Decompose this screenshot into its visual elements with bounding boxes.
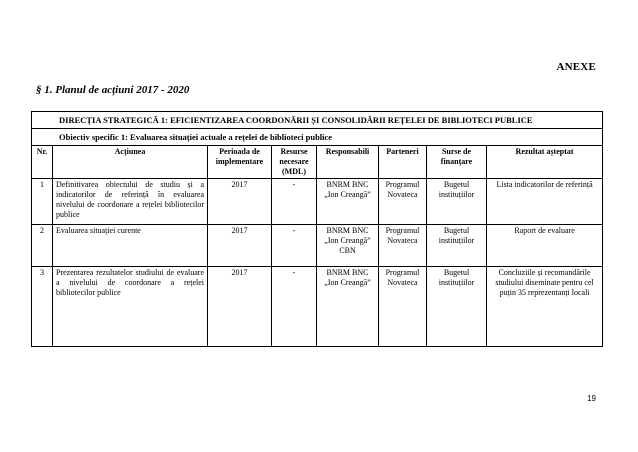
row-period: 2017 xyxy=(208,225,272,267)
row-nr: 2 xyxy=(32,225,53,267)
row-action: Prezentarea rezultatelor studiului de evaluare a nivelului de coordonare a rețelei bibliotecilor publice xyxy=(53,267,208,347)
row-resources: - xyxy=(272,179,317,225)
annex-title: ANEXE xyxy=(556,61,596,73)
header-nr: Nr. xyxy=(32,146,53,179)
header-responsible: Responsabili xyxy=(317,146,379,179)
row-responsible: BNRM BNC „Ion Creangă” CBN xyxy=(317,225,379,267)
row-resources: - xyxy=(272,267,317,347)
table-row xyxy=(32,267,603,347)
row-result: Lista indicatorilor de referință xyxy=(487,179,603,225)
table-row xyxy=(32,179,603,225)
row-partners: Programul Novateca xyxy=(379,179,427,225)
row-period: 2017 xyxy=(208,179,272,225)
row-partners: Programul Novateca xyxy=(379,267,427,347)
row-funding: Bugetul instituțiilor xyxy=(427,179,487,225)
specific-objective-row xyxy=(32,129,603,146)
specific-objective: Obiectiv specific 1: Evaluarea situației actuale a rețelei de biblioteci publice xyxy=(32,129,603,146)
row-action: Evaluarea situației curente xyxy=(53,225,208,267)
row-resources: - xyxy=(272,225,317,267)
header-action: Acțiunea xyxy=(53,146,208,179)
strategic-direction-row xyxy=(32,112,603,129)
header-partners: Parteneri xyxy=(379,146,427,179)
row-responsible: BNRM BNC „Ion Creangă” xyxy=(317,267,379,347)
row-result: Raport de evaluare xyxy=(487,225,603,267)
strategic-direction: DIRECȚIA STRATEGICĂ 1: EFICIENTIZAREA COORDONĂRII ȘI CONSOLIDĂRII REȚELEI DE BIBLIOTECI PUBLICE xyxy=(32,112,603,129)
row-nr: 1 xyxy=(32,179,53,225)
page-number: 19 xyxy=(587,394,596,403)
row-period: 2017 xyxy=(208,267,272,347)
row-funding: Bugetul instituțiilor xyxy=(427,267,487,347)
row-responsible: BNRM BNC „Ion Creangă” xyxy=(317,179,379,225)
row-result: Concluziile și recomandările studiului diseminate pentru cel puțin 35 reprezentanți locali xyxy=(487,267,603,347)
row-nr: 3 xyxy=(32,267,53,347)
row-partners: Programul Novateca xyxy=(379,225,427,267)
action-plan-table xyxy=(31,111,603,347)
row-funding: Bugetul instituțiilor xyxy=(427,225,487,267)
header-period: Perioada de implementare xyxy=(208,146,272,179)
header-result: Rezultat așteptat xyxy=(487,146,603,179)
section-title: § 1. Planul de acțiuni 2017 - 2020 xyxy=(36,84,190,96)
header-resources: Resurse necesare (MDL) xyxy=(272,146,317,179)
row-action: Definitivarea obiectului de studiu și a indicatorilor de referință în evaluarea nivelului de coordonare a rețelei bibliotecilor publice xyxy=(53,179,208,225)
table-row xyxy=(32,225,603,267)
header-funding: Surse de finanțare xyxy=(427,146,487,179)
table-header-row xyxy=(32,146,603,179)
